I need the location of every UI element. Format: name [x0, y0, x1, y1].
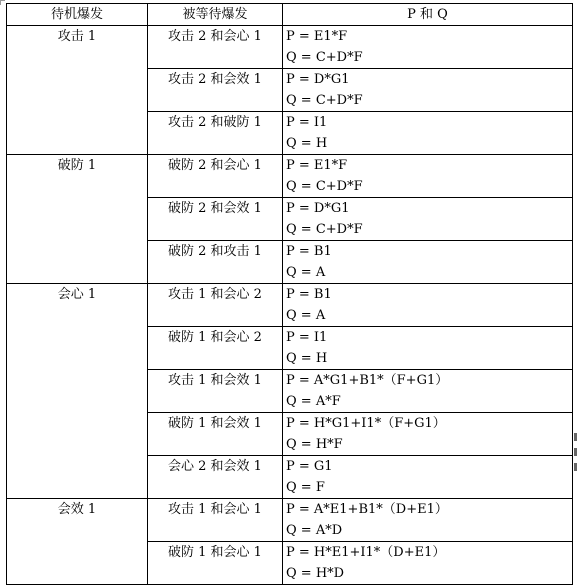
waited-burst-cell	[148, 456, 283, 499]
header-waited-burst: 被等待爆发	[148, 4, 283, 26]
p-and-q-cell	[283, 327, 573, 370]
q-formula: Q = C+D*F	[286, 93, 363, 108]
idle-burst-label: 破防 1	[57, 158, 97, 173]
waited-burst-cell	[148, 327, 283, 370]
q-formula: Q = A	[286, 265, 326, 280]
idle-burst-label: 攻击 1	[57, 29, 97, 44]
waited-burst-label: 会心 2 和会效 1	[168, 459, 262, 474]
idle-burst-cell	[7, 284, 148, 499]
q-formula: Q = F	[286, 480, 325, 495]
header-idle-burst: 待机爆发	[7, 4, 148, 26]
waited-burst-label: 攻击 1 和会心 1	[168, 502, 262, 517]
waited-burst-label: 破防 2 和攻击 1	[168, 244, 262, 259]
p-formula: P = D*G1	[286, 72, 350, 87]
p-formula: P = A*G1+B1*（F+G1）	[286, 373, 449, 388]
p-and-q-cell	[283, 241, 573, 284]
p-and-q-cell	[283, 456, 573, 499]
table-header	[7, 4, 573, 26]
q-formula: Q = C+D*F	[286, 179, 363, 194]
q-formula: Q = C+D*F	[286, 50, 363, 65]
waited-burst-cell	[148, 499, 283, 542]
p-and-q-cell	[283, 284, 573, 327]
waited-burst-label: 破防 1 和会心 2	[168, 330, 262, 345]
p-formula: P = B1	[286, 287, 332, 302]
waited-burst-cell	[148, 370, 283, 413]
edge-scroll-mark	[574, 463, 577, 471]
edge-scroll-mark	[574, 448, 577, 456]
waited-burst-cell	[148, 69, 283, 112]
p-formula: P = H*E1+I1*（D+E1）	[286, 545, 446, 560]
q-formula: Q = H*F	[286, 437, 343, 452]
p-formula: P = I1	[286, 330, 328, 345]
header-p-and-q: P 和 Q	[283, 4, 573, 26]
p-and-q-cell	[283, 413, 573, 456]
p-and-q-cell	[283, 112, 573, 155]
waited-burst-label: 攻击 2 和会效 1	[168, 72, 262, 87]
idle-burst-cell	[7, 155, 148, 284]
p-formula: P = I1	[286, 115, 328, 130]
p-and-q-cell	[283, 69, 573, 112]
waited-burst-label: 破防 2 和会效 1	[168, 201, 262, 216]
p-and-q-cell	[283, 370, 573, 413]
waited-burst-cell	[148, 26, 283, 69]
edge-scroll-mark	[574, 433, 577, 441]
table-row	[7, 155, 573, 198]
waited-burst-cell	[148, 112, 283, 155]
table-body	[7, 26, 573, 585]
p-formula: P = B1	[286, 244, 332, 259]
table-row	[7, 499, 573, 542]
idle-burst-label: 会效 1	[57, 502, 97, 517]
header-row	[7, 4, 573, 26]
waited-burst-cell	[148, 198, 283, 241]
p-and-q-cell	[283, 198, 573, 241]
waited-burst-label: 破防 1 和会心 1	[168, 545, 262, 560]
waited-burst-label: 攻击 1 和会心 2	[168, 287, 262, 302]
waited-burst-cell	[148, 413, 283, 456]
p-formula: P = G1	[286, 459, 333, 474]
table-row	[7, 284, 573, 327]
idle-burst-cell	[7, 26, 148, 155]
q-formula: Q = A	[286, 308, 326, 323]
q-formula: Q = C+D*F	[286, 222, 363, 237]
waited-burst-label: 攻击 2 和会心 1	[168, 29, 262, 44]
p-and-q-cell	[283, 499, 573, 542]
page-corner-mark	[0, 0, 5, 5]
p-formula: P = E1*F	[286, 29, 348, 44]
waited-burst-cell	[148, 542, 283, 585]
waited-burst-label: 攻击 1 和会效 1	[168, 373, 262, 388]
p-and-q-cell	[283, 155, 573, 198]
table-row	[7, 26, 573, 69]
idle-burst-label: 会心 1	[57, 287, 97, 302]
p-formula: P = D*G1	[286, 201, 350, 216]
q-formula: Q = A*F	[286, 394, 341, 409]
p-formula: P = H*G1+I1*（F+G1）	[286, 416, 446, 431]
waited-burst-label: 破防 2 和会心 1	[168, 158, 262, 173]
burst-table	[6, 3, 573, 585]
waited-burst-label: 攻击 2 和破防 1	[168, 115, 262, 130]
q-formula: Q = H	[286, 136, 328, 151]
q-formula: Q = H*D	[286, 566, 345, 581]
p-formula: P = E1*F	[286, 158, 348, 173]
waited-burst-cell	[148, 241, 283, 284]
waited-burst-label: 破防 1 和会效 1	[168, 416, 262, 431]
q-formula: Q = H	[286, 351, 328, 366]
q-formula: Q = A*D	[286, 523, 343, 538]
waited-burst-cell	[148, 284, 283, 327]
p-formula: P = A*E1+B1*（D+E1）	[286, 502, 448, 517]
p-and-q-cell	[283, 542, 573, 585]
idle-burst-cell	[7, 499, 148, 585]
waited-burst-cell	[148, 155, 283, 198]
p-and-q-cell	[283, 26, 573, 69]
